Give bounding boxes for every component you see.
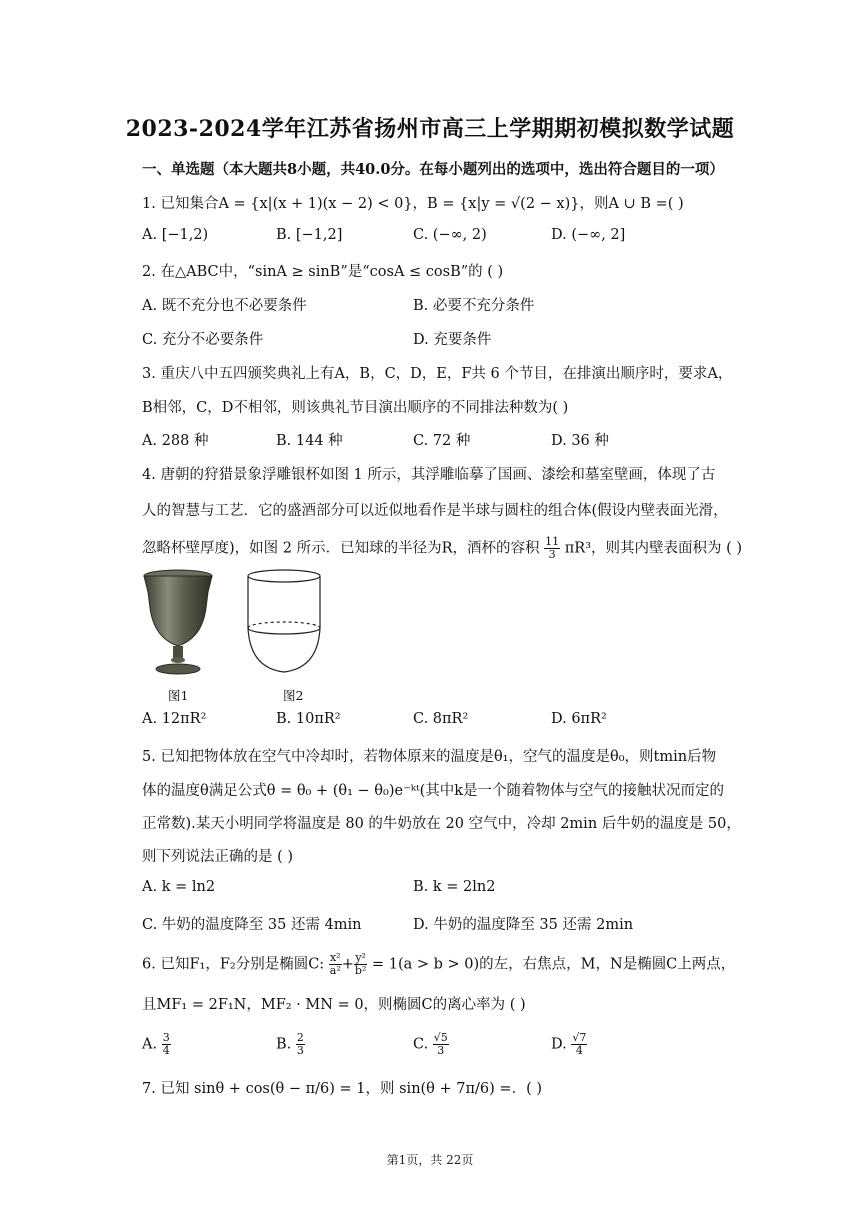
question-5-line-4: 则下列说法正确的是 ( ) bbox=[142, 849, 294, 865]
q5-option-d: D. 牛奶的温度降至 35 还需 2min bbox=[413, 917, 634, 933]
figure-2-caption: 图2 bbox=[283, 688, 304, 703]
section-heading: 一、单选题（本大题共8小题，共40.0分。在每小题列出的选项中，选出符合题目的一项） bbox=[142, 161, 724, 178]
q1-option-c: C. (−∞, 2) bbox=[413, 227, 487, 243]
q2-option-a: A. 既不充分也不必要条件 bbox=[142, 298, 307, 314]
q5-option-a: A. k = ln2 bbox=[142, 879, 216, 895]
q4-line3-tail: πR³，则其内壁表面积为 ( ) bbox=[564, 540, 743, 557]
q3-option-d: D. 36 种 bbox=[551, 433, 609, 449]
q4-line3-text: 忽略杯壁厚度)，如图 2 所示．已知球的半径为R，酒杯的容积 bbox=[142, 540, 540, 557]
question-4-line-1: 4. 唐朝的狩猎景象浮雕银杯如图 1 所示，其浮雕临摹了国画、漆绘和墓室壁画，体现了古 bbox=[142, 467, 716, 483]
q4-option-c: C. 8πR² bbox=[413, 711, 469, 727]
question-1-stem: 1. 已知集合A = {x|(x + 1)(x − 2) < 0}，B = {x|y = √(2 − x)}，则A ∪ B =( ) bbox=[142, 196, 684, 212]
ellipse-x-term: $\frac{\text{x²}}{\text{a²}}$ bbox=[329, 951, 341, 977]
volume-fraction bbox=[544, 536, 560, 561]
question-5-line-3: 正常数).某天小明同学将温度是 80 的牛奶放在 20 空气中，冷却 2min 后牛奶的温度是 50， bbox=[142, 816, 741, 832]
q6-option-a: A. $\frac{3}{4}$ bbox=[142, 1031, 170, 1057]
fraction-numerator: 11 bbox=[545, 535, 560, 548]
figure-1-caption: 图1 bbox=[168, 688, 189, 703]
q1-option-b: B. [−1,2] bbox=[276, 227, 343, 243]
q6-line1-tail: = 1(a > b > 0)的左，右焦点，M，N是椭圆C上两点， bbox=[371, 956, 736, 973]
q2-option-d: D. 充要条件 bbox=[413, 332, 492, 348]
ellipse-y-term: $\frac{\text{y²}}{\text{b²}}$ bbox=[354, 951, 367, 977]
q4-option-d: D. 6πR² bbox=[551, 711, 607, 727]
question-4-line-3 bbox=[142, 536, 742, 561]
q6-line1-text: 6. 已知F₁，F₂分别是椭圆C: bbox=[142, 956, 325, 973]
q4-option-a: A. 12πR² bbox=[142, 711, 207, 727]
question-6-line-2: 且MF₁ = 2F₁N，MF₂ · MN = 0，则椭圆C的离心率为 ( ) bbox=[142, 997, 526, 1013]
question-4-line-2: 人的智慧与工艺．它的盛酒部分可以近似地看作是半球与圆柱的组合体(假设内壁表面光滑， bbox=[142, 503, 728, 519]
q2-option-b: B. 必要不充分条件 bbox=[413, 298, 535, 314]
q6-option-c: C. $\frac{√5}{3}$ bbox=[413, 1031, 448, 1057]
question-3-line-1: 3. 重庆八中五四颁奖典礼上有A，B，C，D，E，F共 6 个节目，在排演出顺序时，要求A， bbox=[142, 366, 733, 382]
q4-option-b: B. 10πR² bbox=[276, 711, 341, 727]
q1-option-a: A. [−1,2) bbox=[142, 227, 209, 243]
fraction-denominator: 3 bbox=[548, 548, 556, 561]
q2-option-c: C. 充分不必要条件 bbox=[142, 332, 264, 348]
q5-option-b: B. k = 2ln2 bbox=[413, 879, 496, 895]
q6-option-d: D. $\frac{√7}{4}$ bbox=[551, 1031, 587, 1057]
page-title: 2023-2024学年江苏省扬州市高三上学期期初模拟数学试题 bbox=[125, 116, 735, 142]
page-footer: 第1页，共 22页 bbox=[386, 1153, 474, 1167]
question-2-stem: 2. 在△ABC中，“sinA ≥ sinB”是“cosA ≤ cosB”的 ( ) bbox=[142, 264, 504, 280]
q1-option-d: D. (−∞, 2] bbox=[551, 227, 626, 243]
question-6-line-1: 6. 已知F₁，F₂分别是椭圆C: $\frac{\text{x²}}{\text{a²}}$ + $\frac{\text{y²}}{\text{b²}}$ = 1(a > b > 0)的左，右焦点，M，N是椭圆C上两点， bbox=[142, 951, 736, 977]
question-5-line-2: 体的温度θ满足公式θ = θ₀ + (θ₁ − θ₀)e⁻ᵏᵗ(其中k是一个随着物体与空气的接触状况而定的 bbox=[142, 783, 725, 799]
cylinder-hemisphere-diagram bbox=[248, 570, 320, 672]
q3-option-c: C. 72 种 bbox=[413, 433, 471, 449]
question-5-line-1: 5. 已知把物体放在空气中冷却时，若物体原来的温度是θ₁，空气的温度是θ₀，则tmin后物 bbox=[142, 749, 717, 765]
q3-option-b: B. 144 种 bbox=[276, 433, 343, 449]
q6-option-b: B. $\frac{2}{3}$ bbox=[276, 1031, 304, 1057]
question-3-line-2: B相邻，C，D不相邻，则该典礼节目演出顺序的不同排法种数为( ) bbox=[142, 400, 569, 416]
q3-option-a: A. 288 种 bbox=[142, 433, 209, 449]
q5-option-c: C. 牛奶的温度降至 35 还需 4min bbox=[142, 917, 362, 933]
silver-cup-image bbox=[140, 568, 340, 678]
question-7-stem: 7. 已知 sinθ + cos(θ − π/6) = 1，则 sin(θ + 7π/6) =．( ) bbox=[142, 1081, 542, 1097]
